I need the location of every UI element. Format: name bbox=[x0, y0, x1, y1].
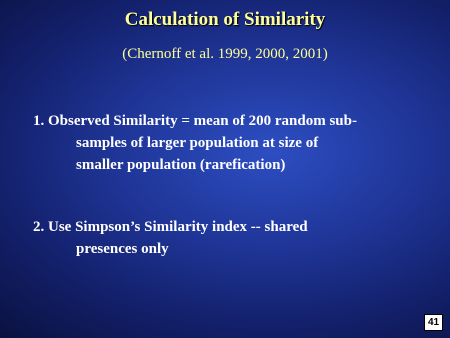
page-number-badge: 41 bbox=[424, 314, 443, 331]
list-item-line: 2. Use Simpson’s Similarity index -- shared bbox=[33, 219, 308, 235]
list-item-line: 1. Observed Similarity = mean of 200 random sub- bbox=[33, 113, 357, 129]
slide-subtitle: (Chernoff et al. 1999, 2000, 2001) bbox=[122, 46, 328, 62]
list-item bbox=[33, 216, 433, 260]
list-item-line: presences only bbox=[76, 241, 169, 257]
slide-title: Calculation of Similarity bbox=[124, 9, 326, 30]
list-item bbox=[33, 110, 433, 176]
list-item-line: smaller population (rarefication) bbox=[76, 157, 286, 173]
list-item-line: samples of larger population at size of bbox=[76, 135, 319, 151]
